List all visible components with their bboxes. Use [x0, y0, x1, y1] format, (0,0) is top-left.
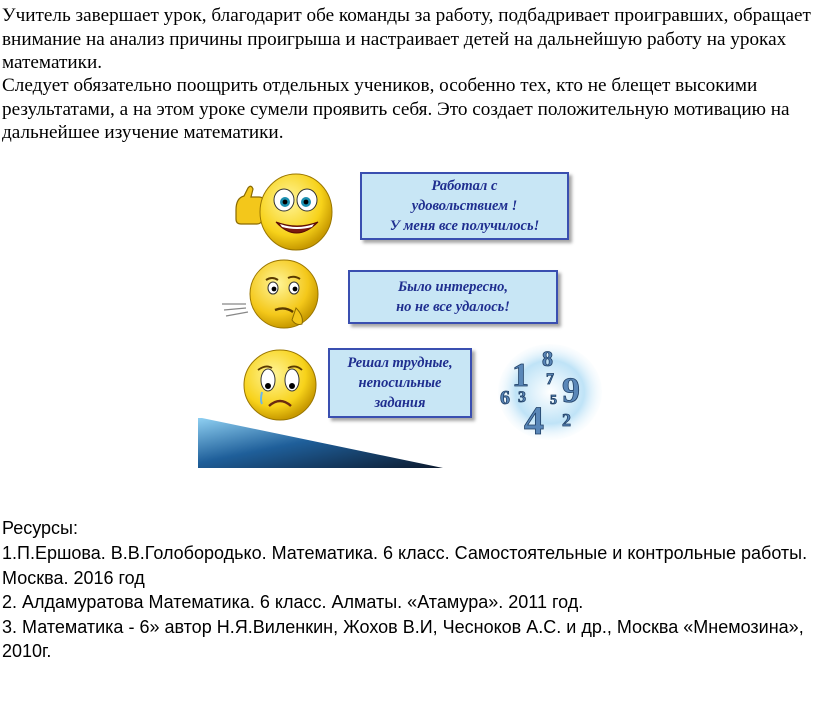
happy-smiley-icon [228, 170, 338, 254]
digit-seven: 7 [546, 371, 554, 388]
digit-five: 5 [550, 393, 557, 408]
digit-nine: 9 [562, 370, 580, 410]
digit-eight: 8 [542, 346, 553, 371]
digit-three: 3 [518, 389, 526, 406]
sad-smiley-icon [240, 348, 320, 422]
thinking-smiley-icon [220, 258, 330, 332]
resource-item: 3. Математика - 6» автор Н.Я.Виленкин, Жохов В.И, Чесноков А.С. и др., Москва «Мнемозина», 2010г. [2, 616, 804, 661]
reflection-figure [198, 162, 618, 470]
digit-one: 1 [512, 357, 529, 394]
numbers-graphic-icon [496, 342, 604, 442]
motivation-paragraph: Следует обязательно поощрить отдельных учеников, особенно тех, кто не блещет высокими результатами, а на этом уроке сумели проявить себя. Это создает положительную мотивацию на дальнейшее изучение математики. [2, 75, 790, 144]
resources-list [2, 541, 814, 664]
resource-item: 1.П.Ершова. В.В.Голобородько. Математика. 6 класс. Самостоятельные и контрольные работы. Москва. 2016 год [2, 543, 808, 588]
blue-wedge-decoration [198, 418, 443, 468]
resource-item: 2. Алдамуратова Математика. 6 класс. Алматы. «Атамура». 2011 год. [2, 592, 584, 612]
feedback-box-success: Работал с удовольствием ! У меня все получилось! [360, 172, 569, 240]
digit-four: 4 [524, 398, 544, 442]
resources-heading: Ресурсы: [2, 518, 78, 538]
digit-six: 6 [500, 387, 510, 409]
intro-paragraph: Учитель завершает урок, благодарит обе команды за работу, подбадривает проигравших, обращает внимание на анализ причины проигрыша и настраивает детей на дальнейшую работу на уроках математики. [2, 5, 811, 74]
feedback-box-partial: Было интересно, но не все удалось! [348, 270, 558, 324]
feedback-box-difficult: Решал трудные, непосильные задания [328, 348, 472, 418]
digit-two: 2 [562, 410, 571, 430]
